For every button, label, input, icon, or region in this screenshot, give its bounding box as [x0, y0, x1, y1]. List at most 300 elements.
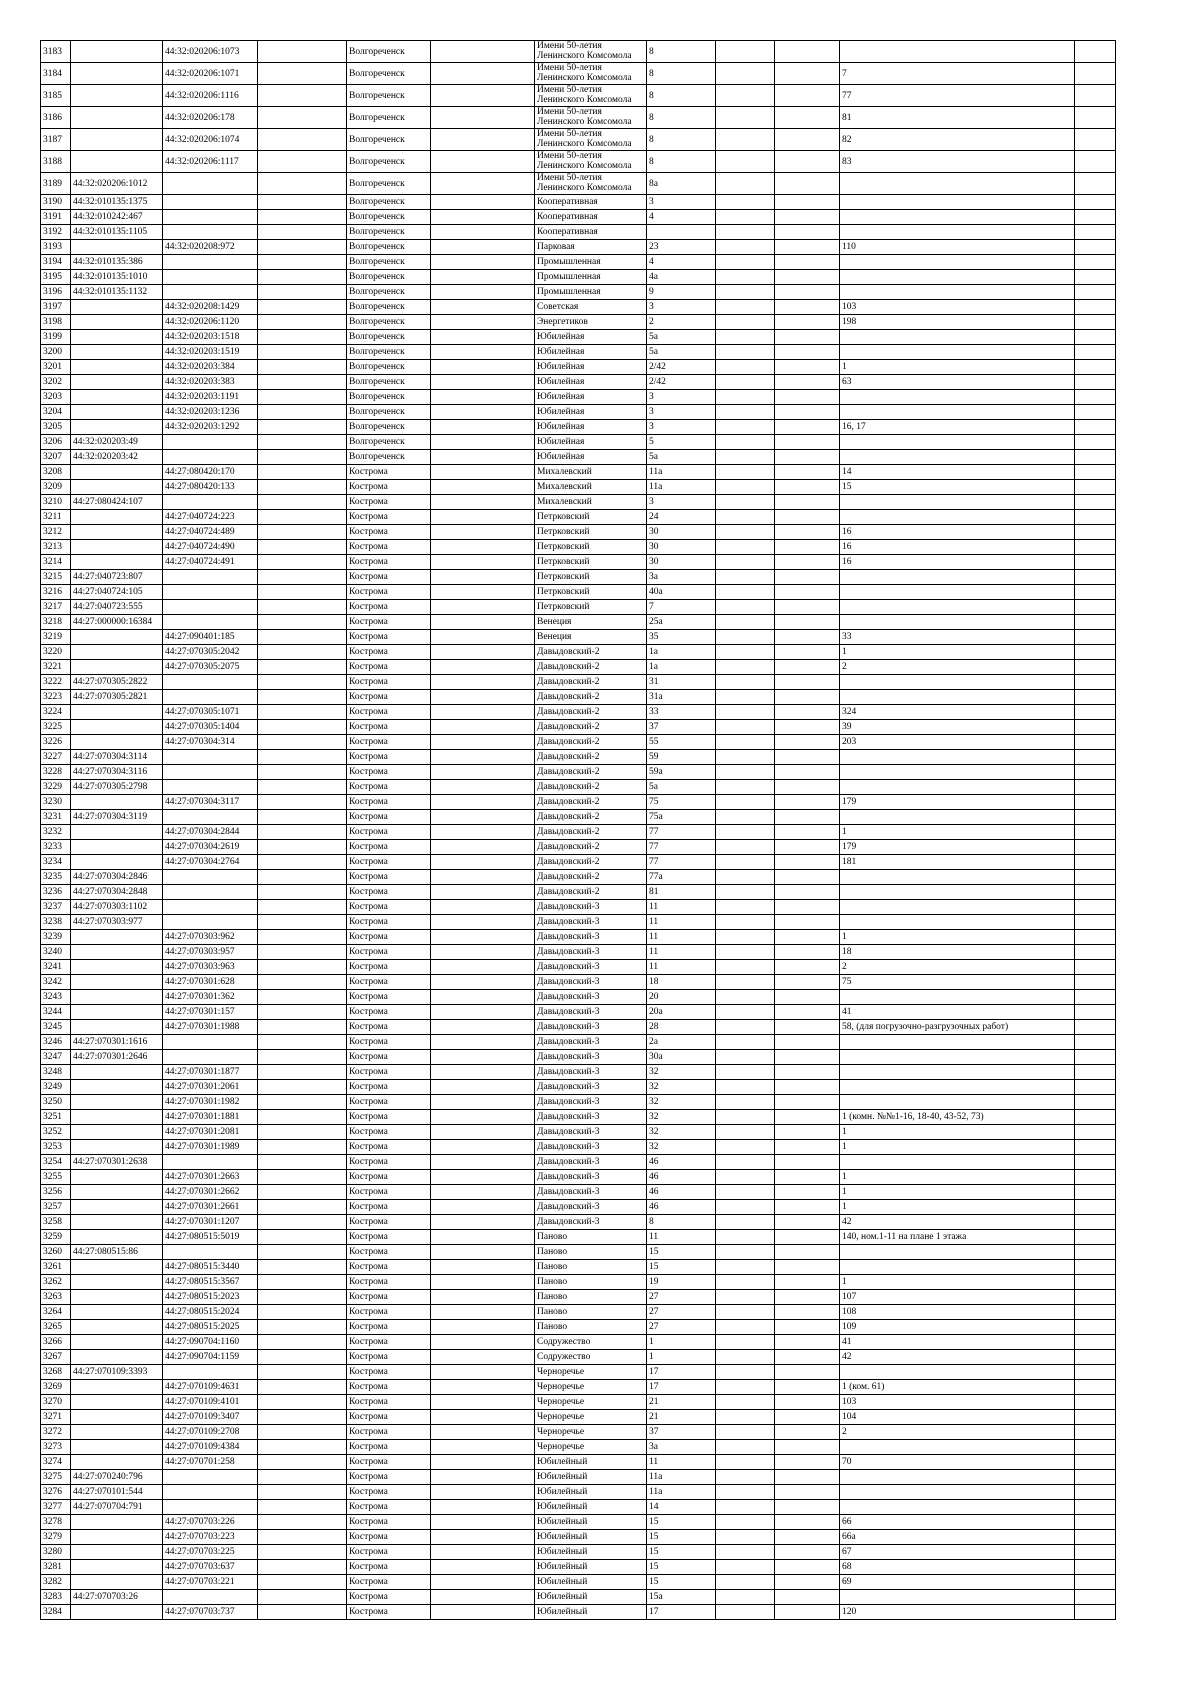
- house-number: 33: [647, 705, 716, 720]
- blank-col: [775, 840, 840, 855]
- table-row: [41, 1275, 1116, 1290]
- base-cadastral: 44:27:070304:2846: [71, 870, 163, 885]
- street: Юбилейный: [535, 1575, 647, 1590]
- blank-col: [258, 1260, 347, 1275]
- object-cadastral: 44:27:070703:221: [163, 1575, 258, 1590]
- blank-col: [258, 630, 347, 645]
- blank-col: [431, 960, 535, 975]
- blank-col: [1075, 1545, 1116, 1560]
- street: Давыдовский-3: [535, 1020, 647, 1035]
- table-row: [41, 1590, 1116, 1605]
- street: Паново: [535, 1260, 647, 1275]
- blank-col: [775, 525, 840, 540]
- blank-col: [716, 540, 775, 555]
- room-info: 66а: [840, 1530, 1075, 1545]
- object-cadastral: 44:27:070109:4384: [163, 1440, 258, 1455]
- blank-col: [431, 1410, 535, 1425]
- blank-col: [716, 600, 775, 615]
- blank-col: [1075, 465, 1116, 480]
- street: Юбилейная: [535, 345, 647, 360]
- room-info: 1: [840, 1200, 1075, 1215]
- base-cadastral: [71, 1530, 163, 1545]
- street: Давыдовский-3: [535, 1170, 647, 1185]
- table-row: [41, 1230, 1116, 1245]
- table-row: [41, 1560, 1116, 1575]
- blank-col: [1075, 255, 1116, 270]
- room-info: 69: [840, 1575, 1075, 1590]
- room-info: [840, 225, 1075, 240]
- blank-col: [258, 705, 347, 720]
- house-number: 2/42: [647, 360, 716, 375]
- base-cadastral: [71, 1410, 163, 1425]
- blank-col: [716, 945, 775, 960]
- blank-col: [1075, 1005, 1116, 1020]
- blank-col: [716, 660, 775, 675]
- house-number: 30: [647, 540, 716, 555]
- object-cadastral: 44:27:070304:314: [163, 735, 258, 750]
- house-number: 30: [647, 555, 716, 570]
- table-row: [41, 570, 1116, 585]
- street: Петрковский: [535, 525, 647, 540]
- blank-col: [1075, 900, 1116, 915]
- house-number: 15: [647, 1530, 716, 1545]
- table-row: [41, 645, 1116, 660]
- table-row: [41, 1500, 1116, 1515]
- street: Давыдовский-3: [535, 1155, 647, 1170]
- blank-col: [716, 765, 775, 780]
- row-number: 3262: [41, 1275, 71, 1290]
- row-number: 3249: [41, 1080, 71, 1095]
- settlement: Кострома: [347, 1380, 431, 1395]
- house-number: 15: [647, 1545, 716, 1560]
- row-number: 3242: [41, 975, 71, 990]
- object-cadastral: [163, 675, 258, 690]
- base-cadastral: 44:27:040723:555: [71, 600, 163, 615]
- blank-col: [716, 63, 775, 85]
- blank-col: [258, 570, 347, 585]
- base-cadastral: 44:27:070109:3393: [71, 1365, 163, 1380]
- blank-col: [258, 675, 347, 690]
- blank-col: [431, 1065, 535, 1080]
- table-row: [41, 1575, 1116, 1590]
- blank-col: [258, 225, 347, 240]
- house-number: 46: [647, 1185, 716, 1200]
- base-cadastral: 44:27:040724:105: [71, 585, 163, 600]
- row-number: 3221: [41, 660, 71, 675]
- blank-col: [1075, 1260, 1116, 1275]
- blank-col: [1075, 1440, 1116, 1455]
- blank-col: [716, 1455, 775, 1470]
- street: Энергетиков: [535, 315, 647, 330]
- room-info: 14: [840, 465, 1075, 480]
- street: Содружество: [535, 1350, 647, 1365]
- blank-col: [775, 570, 840, 585]
- blank-col: [716, 495, 775, 510]
- blank-col: [431, 195, 535, 210]
- blank-col: [1075, 585, 1116, 600]
- table-row: [41, 705, 1116, 720]
- row-number: 3235: [41, 870, 71, 885]
- table-row: [41, 855, 1116, 870]
- blank-col: [716, 1275, 775, 1290]
- settlement: Волгореченск: [347, 420, 431, 435]
- blank-col: [716, 555, 775, 570]
- blank-col: [1075, 630, 1116, 645]
- blank-col: [775, 720, 840, 735]
- blank-col: [258, 1575, 347, 1590]
- street: Юбилейный: [535, 1590, 647, 1605]
- blank-col: [1075, 360, 1116, 375]
- table-row: [41, 1425, 1116, 1440]
- street: Давыдовский-3: [535, 1215, 647, 1230]
- blank-col: [431, 600, 535, 615]
- street: Давыдовский-3: [535, 1095, 647, 1110]
- table-row: [41, 1350, 1116, 1365]
- row-number: 3228: [41, 765, 71, 780]
- room-info: 42: [840, 1215, 1075, 1230]
- object-cadastral: 44:27:070701:258: [163, 1455, 258, 1470]
- row-number: 3279: [41, 1530, 71, 1545]
- object-cadastral: 44:27:080420:170: [163, 465, 258, 480]
- room-info: [840, 330, 1075, 345]
- settlement: Волгореченск: [347, 151, 431, 173]
- blank-col: [716, 420, 775, 435]
- blank-col: [431, 540, 535, 555]
- object-cadastral: [163, 885, 258, 900]
- blank-col: [716, 405, 775, 420]
- street: Давыдовский-2: [535, 735, 647, 750]
- blank-col: [1075, 1455, 1116, 1470]
- base-cadastral: 44:32:010135:1375: [71, 195, 163, 210]
- blank-col: [1075, 825, 1116, 840]
- blank-col: [258, 990, 347, 1005]
- blank-col: [258, 945, 347, 960]
- blank-col: [775, 1560, 840, 1575]
- object-cadastral: 44:27:070703:226: [163, 1515, 258, 1530]
- blank-col: [716, 1545, 775, 1560]
- table-row: [41, 1140, 1116, 1155]
- blank-col: [775, 870, 840, 885]
- base-cadastral: 44:27:070703:26: [71, 1590, 163, 1605]
- object-cadastral: 44:32:020208:972: [163, 240, 258, 255]
- blank-col: [716, 1065, 775, 1080]
- row-number: 3281: [41, 1560, 71, 1575]
- room-info: [840, 285, 1075, 300]
- row-number: 3211: [41, 510, 71, 525]
- object-cadastral: [163, 765, 258, 780]
- blank-col: [1075, 870, 1116, 885]
- object-cadastral: [163, 255, 258, 270]
- blank-col: [716, 975, 775, 990]
- blank-col: [1075, 960, 1116, 975]
- blank-col: [1075, 495, 1116, 510]
- row-number: 3248: [41, 1065, 71, 1080]
- blank-col: [258, 85, 347, 107]
- house-number: 3: [647, 495, 716, 510]
- settlement: Волгореченск: [347, 345, 431, 360]
- table-row: [41, 450, 1116, 465]
- house-number: 55: [647, 735, 716, 750]
- table-row: [41, 1260, 1116, 1275]
- object-cadastral: 44:27:090401:185: [163, 630, 258, 645]
- blank-col: [775, 1395, 840, 1410]
- room-info: [840, 780, 1075, 795]
- blank-col: [1075, 1065, 1116, 1080]
- street: Юбилейный: [535, 1470, 647, 1485]
- blank-col: [258, 1440, 347, 1455]
- blank-col: [775, 855, 840, 870]
- room-info: [840, 510, 1075, 525]
- blank-col: [716, 1050, 775, 1065]
- blank-col: [775, 735, 840, 750]
- blank-col: [258, 735, 347, 750]
- blank-col: [431, 555, 535, 570]
- blank-col: [775, 960, 840, 975]
- room-info: 16: [840, 540, 1075, 555]
- blank-col: [258, 1470, 347, 1485]
- blank-col: [775, 450, 840, 465]
- blank-col: [775, 1440, 840, 1455]
- blank-col: [258, 1125, 347, 1140]
- table-row: [41, 1365, 1116, 1380]
- base-cadastral: [71, 1305, 163, 1320]
- row-number: 3203: [41, 390, 71, 405]
- object-cadastral: 44:27:070305:1404: [163, 720, 258, 735]
- settlement: Кострома: [347, 1020, 431, 1035]
- blank-col: [1075, 390, 1116, 405]
- house-number: 19: [647, 1275, 716, 1290]
- blank-col: [1075, 990, 1116, 1005]
- table-row: [41, 1290, 1116, 1305]
- street: Давыдовский-3: [535, 1125, 647, 1140]
- room-info: [840, 495, 1075, 510]
- base-cadastral: [71, 525, 163, 540]
- blank-col: [716, 151, 775, 173]
- blank-col: [716, 480, 775, 495]
- blank-col: [1075, 1515, 1116, 1530]
- room-info: [840, 270, 1075, 285]
- blank-col: [258, 420, 347, 435]
- register-sheet: [40, 40, 1116, 1620]
- object-cadastral: 44:27:040724:490: [163, 540, 258, 555]
- object-cadastral: [163, 450, 258, 465]
- blank-col: [1075, 1575, 1116, 1590]
- base-cadastral: 44:32:010242:467: [71, 210, 163, 225]
- street: Давыдовский-2: [535, 690, 647, 705]
- row-number: 3276: [41, 1485, 71, 1500]
- blank-col: [1075, 780, 1116, 795]
- street: Юбилейный: [535, 1455, 647, 1470]
- row-number: 3198: [41, 315, 71, 330]
- base-cadastral: [71, 1290, 163, 1305]
- room-info: [840, 1485, 1075, 1500]
- row-number: 3229: [41, 780, 71, 795]
- house-number: 8а: [647, 173, 716, 195]
- blank-col: [1075, 41, 1116, 63]
- object-cadastral: 44:27:070304:2619: [163, 840, 258, 855]
- blank-col: [258, 1215, 347, 1230]
- blank-col: [775, 1500, 840, 1515]
- table-row: [41, 405, 1116, 420]
- blank-col: [716, 525, 775, 540]
- blank-col: [1075, 810, 1116, 825]
- row-number: 3237: [41, 900, 71, 915]
- blank-col: [775, 585, 840, 600]
- settlement: Кострома: [347, 1530, 431, 1545]
- object-cadastral: 44:32:020206:1120: [163, 315, 258, 330]
- blank-col: [431, 300, 535, 315]
- street: Черноречье: [535, 1440, 647, 1455]
- blank-col: [716, 1575, 775, 1590]
- register-body: [41, 41, 1116, 1620]
- table-row: [41, 345, 1116, 360]
- base-cadastral: [71, 945, 163, 960]
- settlement: Кострома: [347, 1125, 431, 1140]
- settlement: Волгореченск: [347, 129, 431, 151]
- blank-col: [431, 1305, 535, 1320]
- object-cadastral: [163, 285, 258, 300]
- blank-col: [716, 375, 775, 390]
- street: Давыдовский-3: [535, 1035, 647, 1050]
- object-cadastral: 44:27:070301:2662: [163, 1185, 258, 1200]
- settlement: Кострома: [347, 1515, 431, 1530]
- blank-col: [258, 330, 347, 345]
- row-number: 3255: [41, 1170, 71, 1185]
- object-cadastral: 44:27:040724:489: [163, 525, 258, 540]
- room-info: 81: [840, 107, 1075, 129]
- base-cadastral: 44:27:040723:807: [71, 570, 163, 585]
- blank-col: [258, 1500, 347, 1515]
- house-number: 37: [647, 720, 716, 735]
- table-row: [41, 900, 1116, 915]
- street: Имени 50-летия Ленинского Комсомола: [535, 41, 647, 63]
- row-number: 3252: [41, 1125, 71, 1140]
- blank-col: [775, 1260, 840, 1275]
- table-row: [41, 360, 1116, 375]
- settlement: Волгореченск: [347, 330, 431, 345]
- house-number: 2: [647, 315, 716, 330]
- blank-col: [775, 705, 840, 720]
- blank-col: [716, 1515, 775, 1530]
- row-number: 3275: [41, 1470, 71, 1485]
- blank-col: [716, 1530, 775, 1545]
- blank-col: [775, 270, 840, 285]
- house-number: 37: [647, 1425, 716, 1440]
- row-number: 3204: [41, 405, 71, 420]
- blank-col: [775, 1245, 840, 1260]
- room-info: [840, 195, 1075, 210]
- settlement: Кострома: [347, 1470, 431, 1485]
- blank-col: [1075, 1320, 1116, 1335]
- house-number: 17: [647, 1365, 716, 1380]
- table-row: [41, 735, 1116, 750]
- blank-col: [431, 1245, 535, 1260]
- base-cadastral: [71, 63, 163, 85]
- room-info: [840, 345, 1075, 360]
- blank-col: [1075, 1275, 1116, 1290]
- blank-col: [716, 255, 775, 270]
- table-row: [41, 1395, 1116, 1410]
- settlement: Кострома: [347, 930, 431, 945]
- room-info: 1: [840, 645, 1075, 660]
- blank-col: [775, 1065, 840, 1080]
- base-cadastral: 44:27:070101:544: [71, 1485, 163, 1500]
- room-info: 41: [840, 1335, 1075, 1350]
- row-number: 3273: [41, 1440, 71, 1455]
- house-number: 75а: [647, 810, 716, 825]
- blank-col: [716, 1215, 775, 1230]
- row-number: 3184: [41, 63, 71, 85]
- house-number: 8: [647, 85, 716, 107]
- blank-col: [431, 900, 535, 915]
- blank-col: [716, 1320, 775, 1335]
- row-number: 3263: [41, 1290, 71, 1305]
- base-cadastral: 44:27:070704:791: [71, 1500, 163, 1515]
- table-row: [41, 1515, 1116, 1530]
- blank-col: [258, 915, 347, 930]
- row-number: 3215: [41, 570, 71, 585]
- blank-col: [1075, 315, 1116, 330]
- table-row: [41, 825, 1116, 840]
- base-cadastral: 44:27:070301:1616: [71, 1035, 163, 1050]
- street: Юбилейная: [535, 360, 647, 375]
- street: Давыдовский-3: [535, 945, 647, 960]
- settlement: Кострома: [347, 705, 431, 720]
- settlement: Кострома: [347, 645, 431, 660]
- object-cadastral: 44:32:020203:1236: [163, 405, 258, 420]
- street: Давыдовский-2: [535, 750, 647, 765]
- settlement: Кострома: [347, 1200, 431, 1215]
- street: Петрковский: [535, 570, 647, 585]
- row-number: 3186: [41, 107, 71, 129]
- base-cadastral: [71, 420, 163, 435]
- street: Промышленная: [535, 255, 647, 270]
- object-cadastral: 44:32:020203:1518: [163, 330, 258, 345]
- base-cadastral: [71, 1125, 163, 1140]
- room-info: [840, 1500, 1075, 1515]
- blank-col: [1075, 1470, 1116, 1485]
- blank-col: [431, 1050, 535, 1065]
- blank-col: [775, 765, 840, 780]
- blank-col: [431, 63, 535, 85]
- house-number: 4: [647, 210, 716, 225]
- table-row: [41, 810, 1116, 825]
- settlement: Волгореченск: [347, 360, 431, 375]
- object-cadastral: 44:27:080515:2025: [163, 1320, 258, 1335]
- base-cadastral: 44:27:070301:2646: [71, 1050, 163, 1065]
- blank-col: [431, 41, 535, 63]
- house-number: 31а: [647, 690, 716, 705]
- house-number: 11: [647, 945, 716, 960]
- blank-col: [258, 1080, 347, 1095]
- blank-col: [258, 540, 347, 555]
- blank-col: [775, 1350, 840, 1365]
- room-info: 67: [840, 1545, 1075, 1560]
- room-info: 15: [840, 480, 1075, 495]
- blank-col: [431, 930, 535, 945]
- object-cadastral: 44:27:070301:1207: [163, 1215, 258, 1230]
- room-info: 41: [840, 1005, 1075, 1020]
- base-cadastral: [71, 480, 163, 495]
- blank-col: [258, 1050, 347, 1065]
- house-number: 2/42: [647, 375, 716, 390]
- blank-col: [258, 285, 347, 300]
- blank-col: [431, 85, 535, 107]
- room-info: 179: [840, 795, 1075, 810]
- house-number: 8: [647, 107, 716, 129]
- row-number: 3268: [41, 1365, 71, 1380]
- street: Черноречье: [535, 1425, 647, 1440]
